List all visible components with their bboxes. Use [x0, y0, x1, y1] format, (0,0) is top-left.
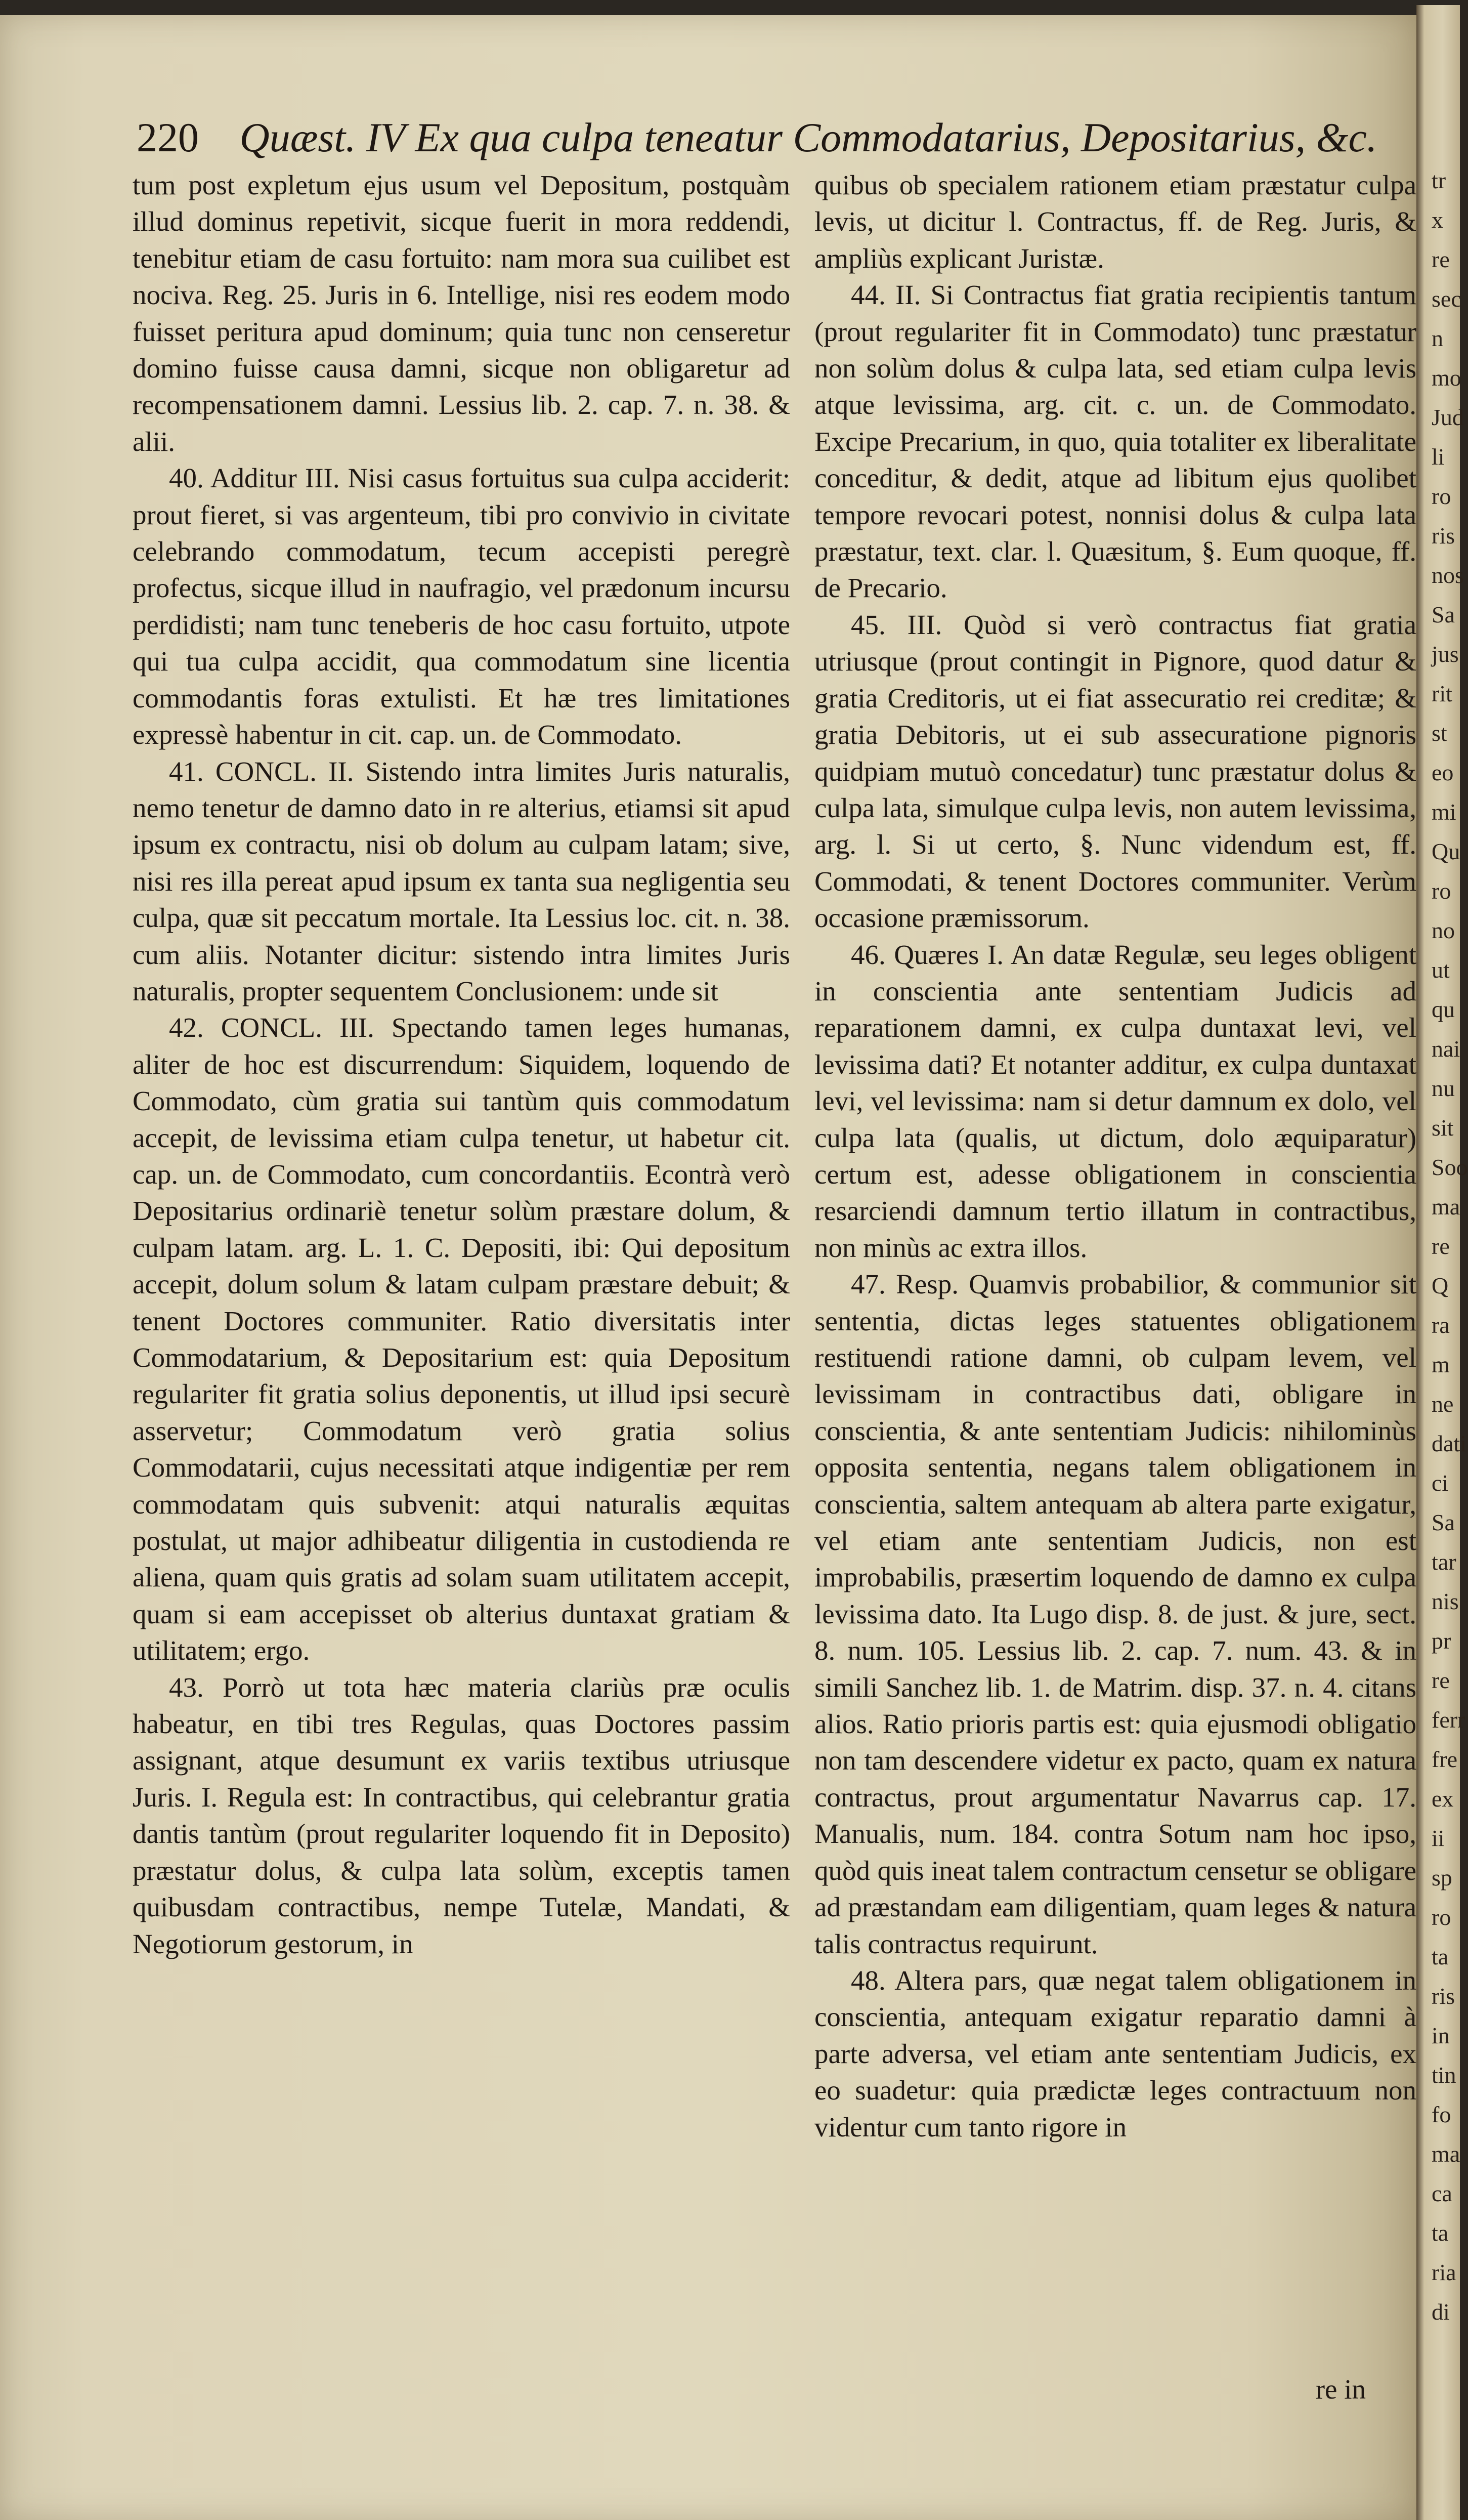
- next-page-fragment: nos: [1432, 562, 1464, 588]
- adjacent-page-edge: [1416, 5, 1468, 2520]
- next-page-fragment: di: [1432, 2299, 1450, 2325]
- next-page-fragment: Sa: [1432, 602, 1455, 627]
- paragraph: tum post expletum ejus usum vel Depositum, postquàm illud dominus repetivit, sicque fuerit in mora reddendi, tenebitur etiam de casu fortuito: nam mora sua cuilibet est nociva. Reg. 25. Juris in 6. Intellige, nisi res eodem modo fuisset peritura apud dominum; quia tunc non censeretur domino fuisse causa damni, sicque non obligaretur ad recompensationem damni. Lessius lib. 2. cap. 7. n. 38. & alii.: [133, 170, 790, 457]
- running-header: [137, 114, 1401, 164]
- next-page-fragment: eo: [1432, 760, 1454, 785]
- next-page-fragment: Qu: [1432, 838, 1460, 864]
- next-page-fragment: sit: [1432, 1115, 1454, 1141]
- paragraph: 40. Additur III. Nisi casus fortuitus sua culpa acciderit: prout fieret, si vas argenteum, tibi pro convivio in civitate celebrando commodatum, tecum accepisti peregrè profectus, sicque illud in naufragio, vel prædonum incursu perdidisti; nam tunc teneberis de hoc casu fortuito, utpote qui tua culpa accidit, qua commodatum sine licentia commodantis foras extulisti. Et hæ tres limitationes expressè habentur in cit. cap. un. de Commodato.: [133, 463, 790, 750]
- next-page-fragment: ro: [1432, 483, 1451, 509]
- next-page-fragment: ii: [1432, 1825, 1445, 1851]
- paragraph: 43. Porrò ut tota hæc materia clariùs præ oculis habeatur, en tibi tres Regulas, quas Doctores passim assignant, atque desumunt ex variis textibus utriusque Juris. I. Regula est: In contractibus, qui celebrantur gratia dantis tantùm (prout regulariter loquendo fit in Deposito) præstatur dolus, & culpa lata solùm, exceptis tamen quibusdam contractibus, nempe Tutelæ, Mandati, & Negotiorum gestorum, in: [133, 1671, 790, 1959]
- next-page-fragment: ca: [1432, 2180, 1452, 2206]
- next-page-fragment: in: [1432, 2023, 1450, 2048]
- paragraph: quibus ob specialem rationem etiam præstatur culpa levis, ut dicitur l. Contractus, ff. de Reg. Juris, & ampliùs explicant Juristæ.: [814, 170, 1416, 274]
- paragraph: 47. Resp. Quamvis probabilior, & communior sit sententia, dictas leges statuentes obligationem restituendi ratione damni, ob culpam levem, vel levissimam in contractibus dati, obligare in conscientia, & ante sententiam Judicis: nihilominùs opposita sententia, negans talem obligationem in conscientia, saltem antequam ab altera parte exigatur, vel etiam ante sententiam Judicis, non est improbabilis, præsertim loquendo de damno ex culpa levissima dato. Ita Lugo disp. 8. de just. & jure, sect. 8. num. 105. Lessius lib. 2. cap. 7. num. 43. & in simili Sanchez lib. 1. de Matrim. disp. 37. n. 4. citans alios. Ratio prioris partis est: quia ejusmodi obligatio non tam descendere videtur ex pacto, quam ex natura contractus, prout argumentatur Navarrus cap. 17. Manualis, num. 184. contra Sotum nam hoc ipso, quòd quis ineat talem contractum censetur se obligare ad præstandam eam diligentiam, quam leges & natura talis contractus requirunt.: [814, 1269, 1416, 1959]
- next-page-fragment: ferr: [1432, 1707, 1465, 1733]
- next-page-fragment: re: [1432, 1667, 1450, 1693]
- next-page-fragment: dati: [1432, 1431, 1466, 1456]
- next-page-fragment: ta: [1432, 2220, 1449, 2246]
- next-page-fragment: mo: [1432, 365, 1461, 391]
- paragraph: 45. III. Quòd si verò contractus fiat gratia utriusque (prout contingit in Pignore, quod datur & gratia Creditoris, ut ei fiat assecuratio rei creditæ; & gratia Debitoris, ut ei sub assecuratione pignoris quidpiam mutuò concedatur) tunc præstatur dolus & culpa lata, simulque culpa levis, non autem levissima, arg. l. Si ut certo, §. Nunc videndum est, ff. Commodati, & tenent Doctores communiter. Verùm occasione præmissorum.: [814, 609, 1416, 934]
- next-page-fragment: fre: [1432, 1746, 1458, 1772]
- next-page-fragment: ria: [1432, 2259, 1456, 2285]
- paragraph: 44. II. Si Contractus fiat gratia recipientis tantum (prout regulariter fit in Commodato) tunc præstatur non solùm dolus & culpa lata, sed etiam culpa levis atque levissima, arg. cit. c. un. de Commodato. Excipe Precarium, in quo, quia totaliter ex liberalitate conceditur, & dedit, atque ad libitum ejus quolibet tempore revocari potest, nonnisi dolus & culpa lata præstatur, text. clar. l. Quæsitum, §. Eum quoque, ff. de Precario.: [814, 279, 1416, 604]
- paragraph: 46. Quæres I. An datæ Regulæ, seu leges obligent in conscientia ante sententiam Judicis ad reparationem damni, ex culpa duntaxat levi, vel levissima dati? Et notanter additur, ex culpa duntaxat levi, vel levissima: nam si detur damnum ex dolo, vel culpa lata (qualis, ut dictum, dolo æquiparatur) certum est, adesse obligationem in conscientia resarciendi damnum tertio illatum in contractibus, non minùs ac extra illos.: [814, 939, 1416, 1263]
- next-page-fragment: ris: [1432, 523, 1455, 549]
- running-title: Quæst. IV Ex qua culpa teneatur Commodatarius, Depositarius, &c.: [239, 114, 1377, 160]
- book-page: [0, 15, 1416, 2520]
- next-page-fragment: pr: [1432, 1628, 1451, 1654]
- next-page-fragment: Sa: [1432, 1509, 1455, 1535]
- next-page-fragment: ut: [1432, 957, 1450, 983]
- next-page-fragment: tin: [1432, 2062, 1456, 2088]
- next-page-fragment: m: [1432, 1352, 1450, 1377]
- next-page-fragment: jus: [1432, 641, 1459, 667]
- next-page-fragment: re: [1432, 1233, 1450, 1259]
- next-page-fragment: tar: [1432, 1549, 1456, 1575]
- next-page-fragment: ma: [1432, 2141, 1460, 2167]
- left-column: [133, 167, 790, 1962]
- next-page-fragment: sec: [1432, 286, 1461, 312]
- next-page-fragment: rit: [1432, 681, 1452, 706]
- paragraph: 41. CONCL. II. Sistendo intra limites Juris naturalis, nemo tenetur de damno dato in re alterius, etiamsi sit apud ipsum ex contractu, nisi ob dolum au culpam latam; sive, nisi res illa pereat apud ipsum ex tanta sua negligentia seu culpa, quæ sit peccatum mortale. Ita Lessius loc. cit. n. 38. cum aliis. Notanter dicitur: sistendo intra limites Juris naturalis, propter sequentem Conclusionem: unde sit: [133, 755, 790, 1006]
- next-page-fragment: re: [1432, 246, 1450, 272]
- right-column: [814, 167, 1416, 2146]
- next-page-fragment: ro: [1432, 878, 1451, 904]
- next-page-fragment: ra: [1432, 1312, 1450, 1338]
- next-page-fragment: qu: [1432, 996, 1455, 1022]
- next-page-fragment: tr: [1432, 167, 1446, 193]
- next-page-fragment: ne: [1432, 1391, 1454, 1417]
- next-page-fragment: sp: [1432, 1865, 1452, 1891]
- next-page-fragment: ta: [1432, 1944, 1449, 1969]
- next-page-fragment: n: [1432, 325, 1443, 351]
- next-page-fragment: nai: [1432, 1036, 1460, 1062]
- next-page-fragment: Q: [1432, 1273, 1449, 1298]
- paragraph: 42. CONCL. III. Spectando tamen leges humanas, aliter de hoc est discurrendum: Siquidem, loquendo de Commodato, cùm gratia sui tantùm quis commodatum accepit, de levissima etiam culpa tenetur, ut habetur cit. cap. un. de Commodato, cum concordantiis. Econtrà verò Depositarius ordinariè tenetur solùm præstare dolum, & culpam latam. arg. L. 1. C. Depositi, ibi: Qui depositum accepit, dolum solum & latam culpam præstare debuit; & tenent Doctores communiter. Ratio diversitatis inter Commodatarium, & Depositarium est: quia Depositum regulariter fit gratia solius deponentis, ut illud ipsi securè asservetur; Commodatum verò gratia solius Commodatarii, cujus necessitati atque indigentiæ per rem commodatam quis subvenit: atqui naturalis æquitas postulat, ut major adhibeatur diligentia in custodienda re aliena, quam quis gratis ad solam suam utilitatem accepit, quam si eam accepisset ob alterius duntaxat gratiam & utilitatem; ergo.: [133, 1012, 790, 1666]
- catchword: re in: [1315, 2374, 1366, 2405]
- next-page-fragment: li: [1432, 444, 1445, 470]
- next-page-fragment: ma: [1432, 1194, 1460, 1220]
- next-page-fragment: ci: [1432, 1470, 1449, 1496]
- next-page-fragment: nu: [1432, 1075, 1455, 1101]
- next-page-fragment: fo: [1432, 2102, 1451, 2127]
- next-page-fragment: nis: [1432, 1588, 1459, 1614]
- next-page-fragment: st: [1432, 720, 1447, 746]
- next-page-fragment: ris: [1432, 1983, 1455, 2009]
- next-page-fragment: no: [1432, 917, 1455, 943]
- next-page-fragment: mi: [1432, 799, 1456, 825]
- page-number: 220: [137, 114, 199, 160]
- next-page-fragment: ro: [1432, 1904, 1451, 1930]
- next-page-fragment: Soo: [1432, 1154, 1468, 1180]
- next-page-fragment: Jud: [1432, 404, 1464, 430]
- paragraph: 48. Altera pars, quæ negat talem obligationem in conscientia, antequam exigatur reparatio damni à parte adversa, vel etiam ante sententiam Judicis, ex eo suadetur: quia prædictæ leges contractuum non videntur cum tanto rigore in: [814, 1964, 1416, 2143]
- next-page-fragment: x: [1432, 207, 1443, 233]
- next-page-fragment: ex: [1432, 1786, 1454, 1812]
